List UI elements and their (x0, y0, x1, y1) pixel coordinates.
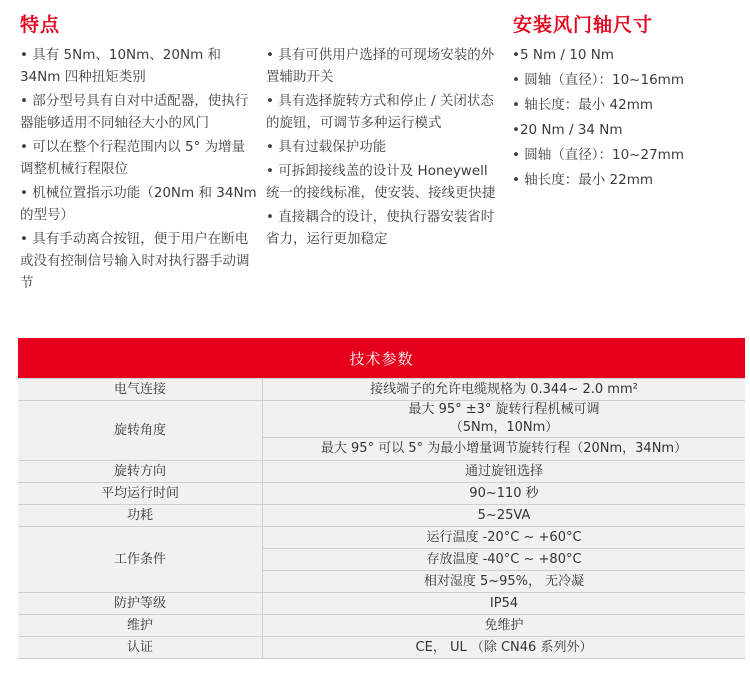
table-row (18, 461, 745, 483)
spec-label: 平均运行时间 (18, 483, 263, 505)
feature-item: • 具有选择旋转方式和停止 / 关闭状态的旋钮，可调节多种运行模式 (266, 93, 494, 131)
spec-label: 电气连接 (18, 379, 263, 401)
damper-item: • 圆轴（直径）：10~16mm (512, 72, 684, 88)
table-row (18, 505, 745, 527)
feature-item: • 部分型号具有自对中适配器，使执行器能够适用不同轴径大小的风门 (20, 93, 249, 131)
spec-value: 免维护 (263, 615, 746, 637)
spec-label: 工作条件 (18, 527, 263, 593)
damper-item: •20 Nm / 34 Nm (512, 122, 623, 138)
spec-label: 旋转方向 (18, 461, 263, 483)
feature-item: • 可以在整个行程范围内以 5° 为增量调整机械行程限位 (20, 139, 246, 177)
table-row (18, 483, 745, 505)
spec-table-title: 技术参数 (18, 338, 745, 379)
feature-item: • 机械位置指示功能（20Nm 和 34Nm 的型号） (20, 185, 257, 223)
spec-label: 旋转角度 (18, 401, 263, 461)
damper-item: • 轴长度：最小 22mm (512, 172, 654, 188)
features-column-2 (266, 44, 504, 252)
spec-value: 接线端子的允许电缆规格为 0.344~ 2.0 mm² (263, 379, 746, 401)
spec-table (18, 338, 745, 659)
spec-value: 相对湿度 5~95%， 无冷凝 (263, 571, 746, 593)
spec-value: 通过旋钮选择 (263, 461, 746, 483)
damper-item: • 圆轴（直径）：10~27mm (512, 147, 684, 163)
damper-item: • 轴长度：最小 42mm (512, 97, 654, 113)
feature-item: • 具有手动离合按钮，便于用户在断电或没有控制信号输入时对执行器手动调节 (20, 231, 250, 291)
spec-value-line: （5Nm，10Nm） (449, 420, 559, 435)
feature-item: • 具有过载保护功能 (266, 139, 387, 155)
damper-shaft-title: 安装风门轴尺寸 (513, 14, 654, 36)
spec-label: 认证 (18, 637, 263, 659)
feature-item: • 具有 5Nm、10Nm、20Nm 和 34Nm 四种扭矩类别 (20, 47, 222, 85)
spec-value: IP54 (263, 593, 746, 615)
spec-value: 5~25VA (263, 505, 746, 527)
table-row (18, 593, 745, 615)
feature-item: • 直接耦合的设计，使执行器安装省时省力，运行更加稳定 (266, 209, 495, 247)
spec-label: 维护 (18, 615, 263, 637)
spec-value: 存放温度 -40°C ~ +80°C (263, 549, 746, 571)
table-row (18, 637, 745, 659)
features-title: 特点 (20, 14, 61, 36)
damper-shaft-list (512, 44, 732, 194)
spec-value: CE， UL （除 CN46 系列外） (263, 637, 746, 659)
spec-value: 90~110 秒 (263, 483, 746, 505)
table-row (18, 401, 745, 438)
spec-value-line: 最大 95° ±3° 旋转行程机械可调 (408, 402, 600, 417)
spec-value: 最大 95° 可以 5° 为最小增量调节旋转行程（20Nm，34Nm） (263, 438, 746, 461)
features-column-1 (20, 44, 258, 296)
spec-label: 功耗 (18, 505, 263, 527)
spec-label: 防护等级 (18, 593, 263, 615)
feature-item: • 可拆卸接线盖的设计及 Honeywell 统一的接线标准，使安装、接线更快捷 (266, 163, 496, 201)
table-row (18, 379, 745, 401)
spec-value (263, 401, 746, 438)
damper-item: •5 Nm / 10 Nm (512, 47, 614, 63)
table-row (18, 615, 745, 637)
spec-value: 运行温度 -20°C ~ +60°C (263, 527, 746, 549)
table-row (18, 527, 745, 549)
feature-item: • 具有可供用户选择的可现场安装的外置辅助开关 (266, 47, 495, 85)
